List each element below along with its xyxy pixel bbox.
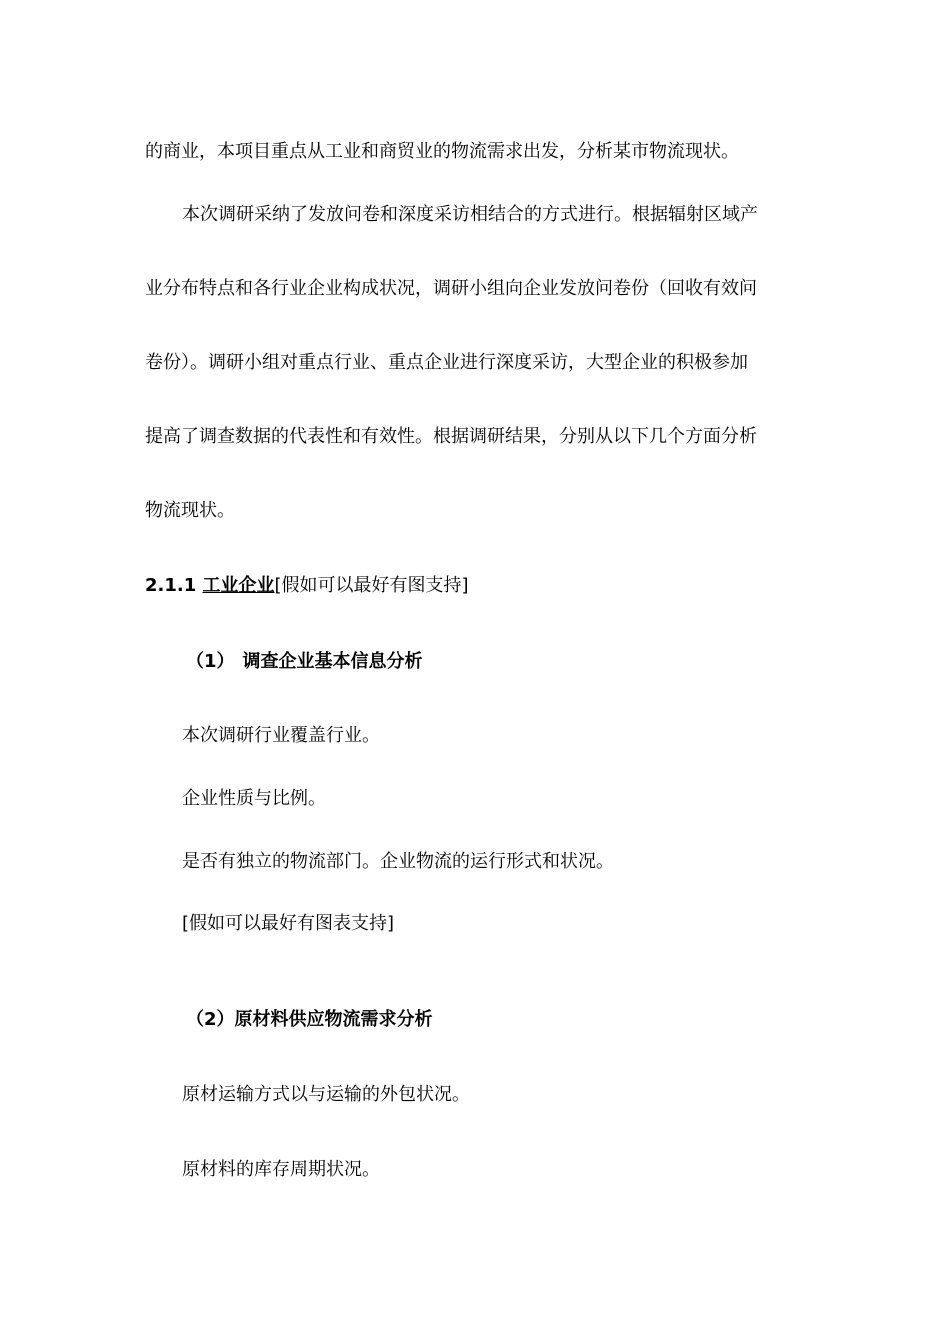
paragraph-line-4: 提高了调查数据的代表性和有效性。根据调研结果，分别从以下几个方面分析 bbox=[145, 426, 757, 447]
subsection-2-item-1: 原材运输方式以与运输的外包状况。 bbox=[182, 1084, 470, 1105]
paragraph-line-3: 卷份）。调研小组对重点行业、重点企业进行深度采访，大型企业的积极参加 bbox=[145, 352, 748, 373]
section-heading bbox=[145, 574, 469, 598]
subsection-1-label: （1） bbox=[186, 651, 235, 672]
paragraph-line-1: 本次调研采纳了发放问卷和深度采访相结合的方式进行。根据辐射区域产 bbox=[182, 204, 758, 225]
subsection-2-label: （2） bbox=[186, 1009, 235, 1030]
subsection-2-heading bbox=[186, 1008, 433, 1032]
subsection-1-item-4: [假如可以最好有图表支持] bbox=[182, 913, 395, 934]
section-note: [假如可以最好有图支持] bbox=[274, 575, 469, 596]
paragraph-line-5: 物流现状。 bbox=[145, 500, 235, 521]
subsection-2-title: 原材料供应物流需求分析 bbox=[234, 1009, 433, 1030]
section-title: 工业企业 bbox=[202, 575, 275, 596]
subsection-1-item-3: 是否有独立的物流部门。企业物流的运行形式和状况。 bbox=[182, 851, 614, 872]
subsection-1-title: 调查企业基本信息分析 bbox=[242, 651, 423, 672]
intro-line: 的商业，本项目重点从工业和商贸业的物流需求出发，分析某市物流现状。 bbox=[145, 141, 739, 162]
subsection-2-item-2: 原材料的库存周期状况。 bbox=[182, 1159, 380, 1180]
section-number: 2.1.1 bbox=[145, 575, 203, 596]
subsection-1-heading bbox=[186, 650, 423, 674]
subsection-1-item-1: 本次调研行业覆盖行业。 bbox=[182, 725, 380, 746]
paragraph-line-2: 业分布特点和各行业企业构成状况，调研小组向企业发放问卷份（回收有效问 bbox=[145, 278, 757, 299]
subsection-1-item-2: 企业性质与比例。 bbox=[182, 788, 326, 809]
